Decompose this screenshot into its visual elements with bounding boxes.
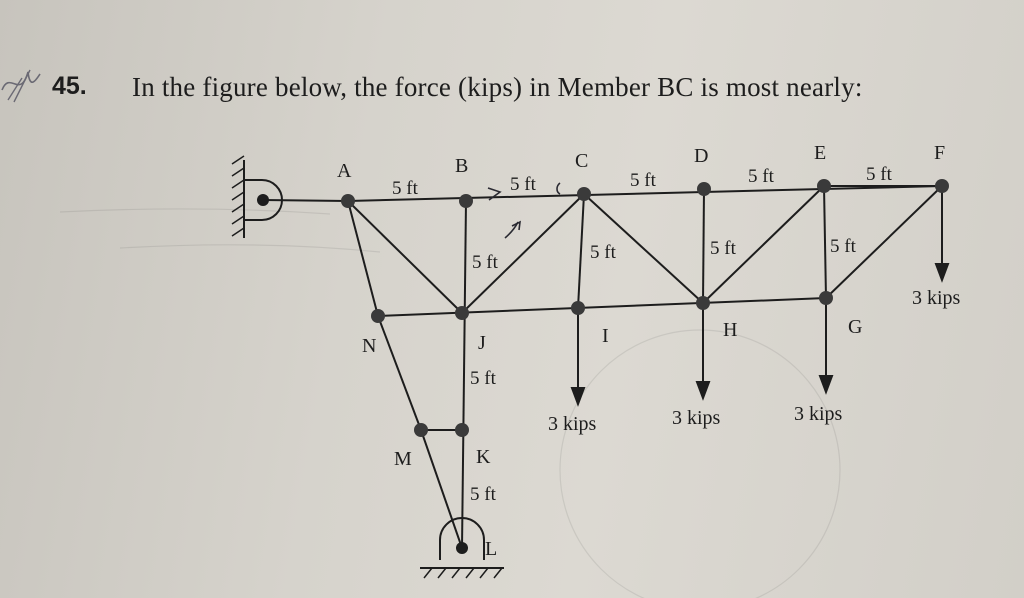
- joint-e: [817, 179, 831, 193]
- question-text: In the figure below, the force (kips) in Member BC is most nearly:: [132, 72, 863, 102]
- label-l: L: [485, 538, 498, 560]
- load-labels: [548, 287, 961, 435]
- joint-c: [577, 187, 591, 201]
- dim-bc: 5 ft: [510, 174, 536, 195]
- dim-ci: 5 ft: [590, 242, 616, 263]
- label-e: E: [814, 142, 827, 164]
- dim-bj: 5 ft: [472, 252, 498, 273]
- left-pin-support: [232, 156, 348, 238]
- dim-de: 5 ft: [748, 166, 774, 187]
- dim-dh: 5 ft: [710, 238, 736, 259]
- label-b: B: [455, 155, 469, 177]
- show-through-text: [60, 209, 840, 598]
- load-label-g: 3 kips: [794, 403, 843, 425]
- node-labels: [337, 142, 945, 560]
- label-n: N: [362, 335, 377, 357]
- label-m: M: [394, 448, 412, 470]
- joint-f: [935, 179, 949, 193]
- joint-a: [341, 194, 355, 208]
- joint-m: [414, 423, 428, 437]
- label-h: H: [723, 319, 738, 341]
- joint-g: [819, 291, 833, 305]
- dimension-labels: [392, 164, 893, 505]
- dim-ef: 5 ft: [866, 164, 892, 185]
- joint-i: [571, 301, 585, 315]
- label-d: D: [694, 145, 709, 167]
- label-c: C: [575, 150, 589, 172]
- dim-jk: 5 ft: [470, 368, 496, 389]
- label-k: K: [476, 446, 491, 468]
- dim-ab: 5 ft: [392, 178, 418, 199]
- joint-d: [697, 182, 711, 196]
- truss-joints: [341, 179, 949, 437]
- joint-b: [459, 194, 473, 208]
- load-arrows: [572, 186, 948, 404]
- dim-kl: 5 ft: [470, 484, 496, 505]
- dim-eg: 5 ft: [830, 236, 856, 257]
- load-label-f: 3 kips: [912, 287, 961, 309]
- label-j: J: [478, 332, 486, 354]
- joint-h: [696, 296, 710, 310]
- load-label-i: 3 kips: [548, 413, 597, 435]
- joint-k: [455, 423, 469, 437]
- load-label-h: 3 kips: [672, 407, 721, 429]
- label-f: F: [934, 142, 946, 164]
- label-i: I: [602, 325, 609, 347]
- dim-cd: 5 ft: [630, 170, 656, 191]
- label-g: G: [848, 316, 863, 338]
- joint-j: [455, 306, 469, 320]
- problem-number: 45.: [52, 72, 87, 100]
- joint-n: [371, 309, 385, 323]
- label-a: A: [337, 160, 352, 182]
